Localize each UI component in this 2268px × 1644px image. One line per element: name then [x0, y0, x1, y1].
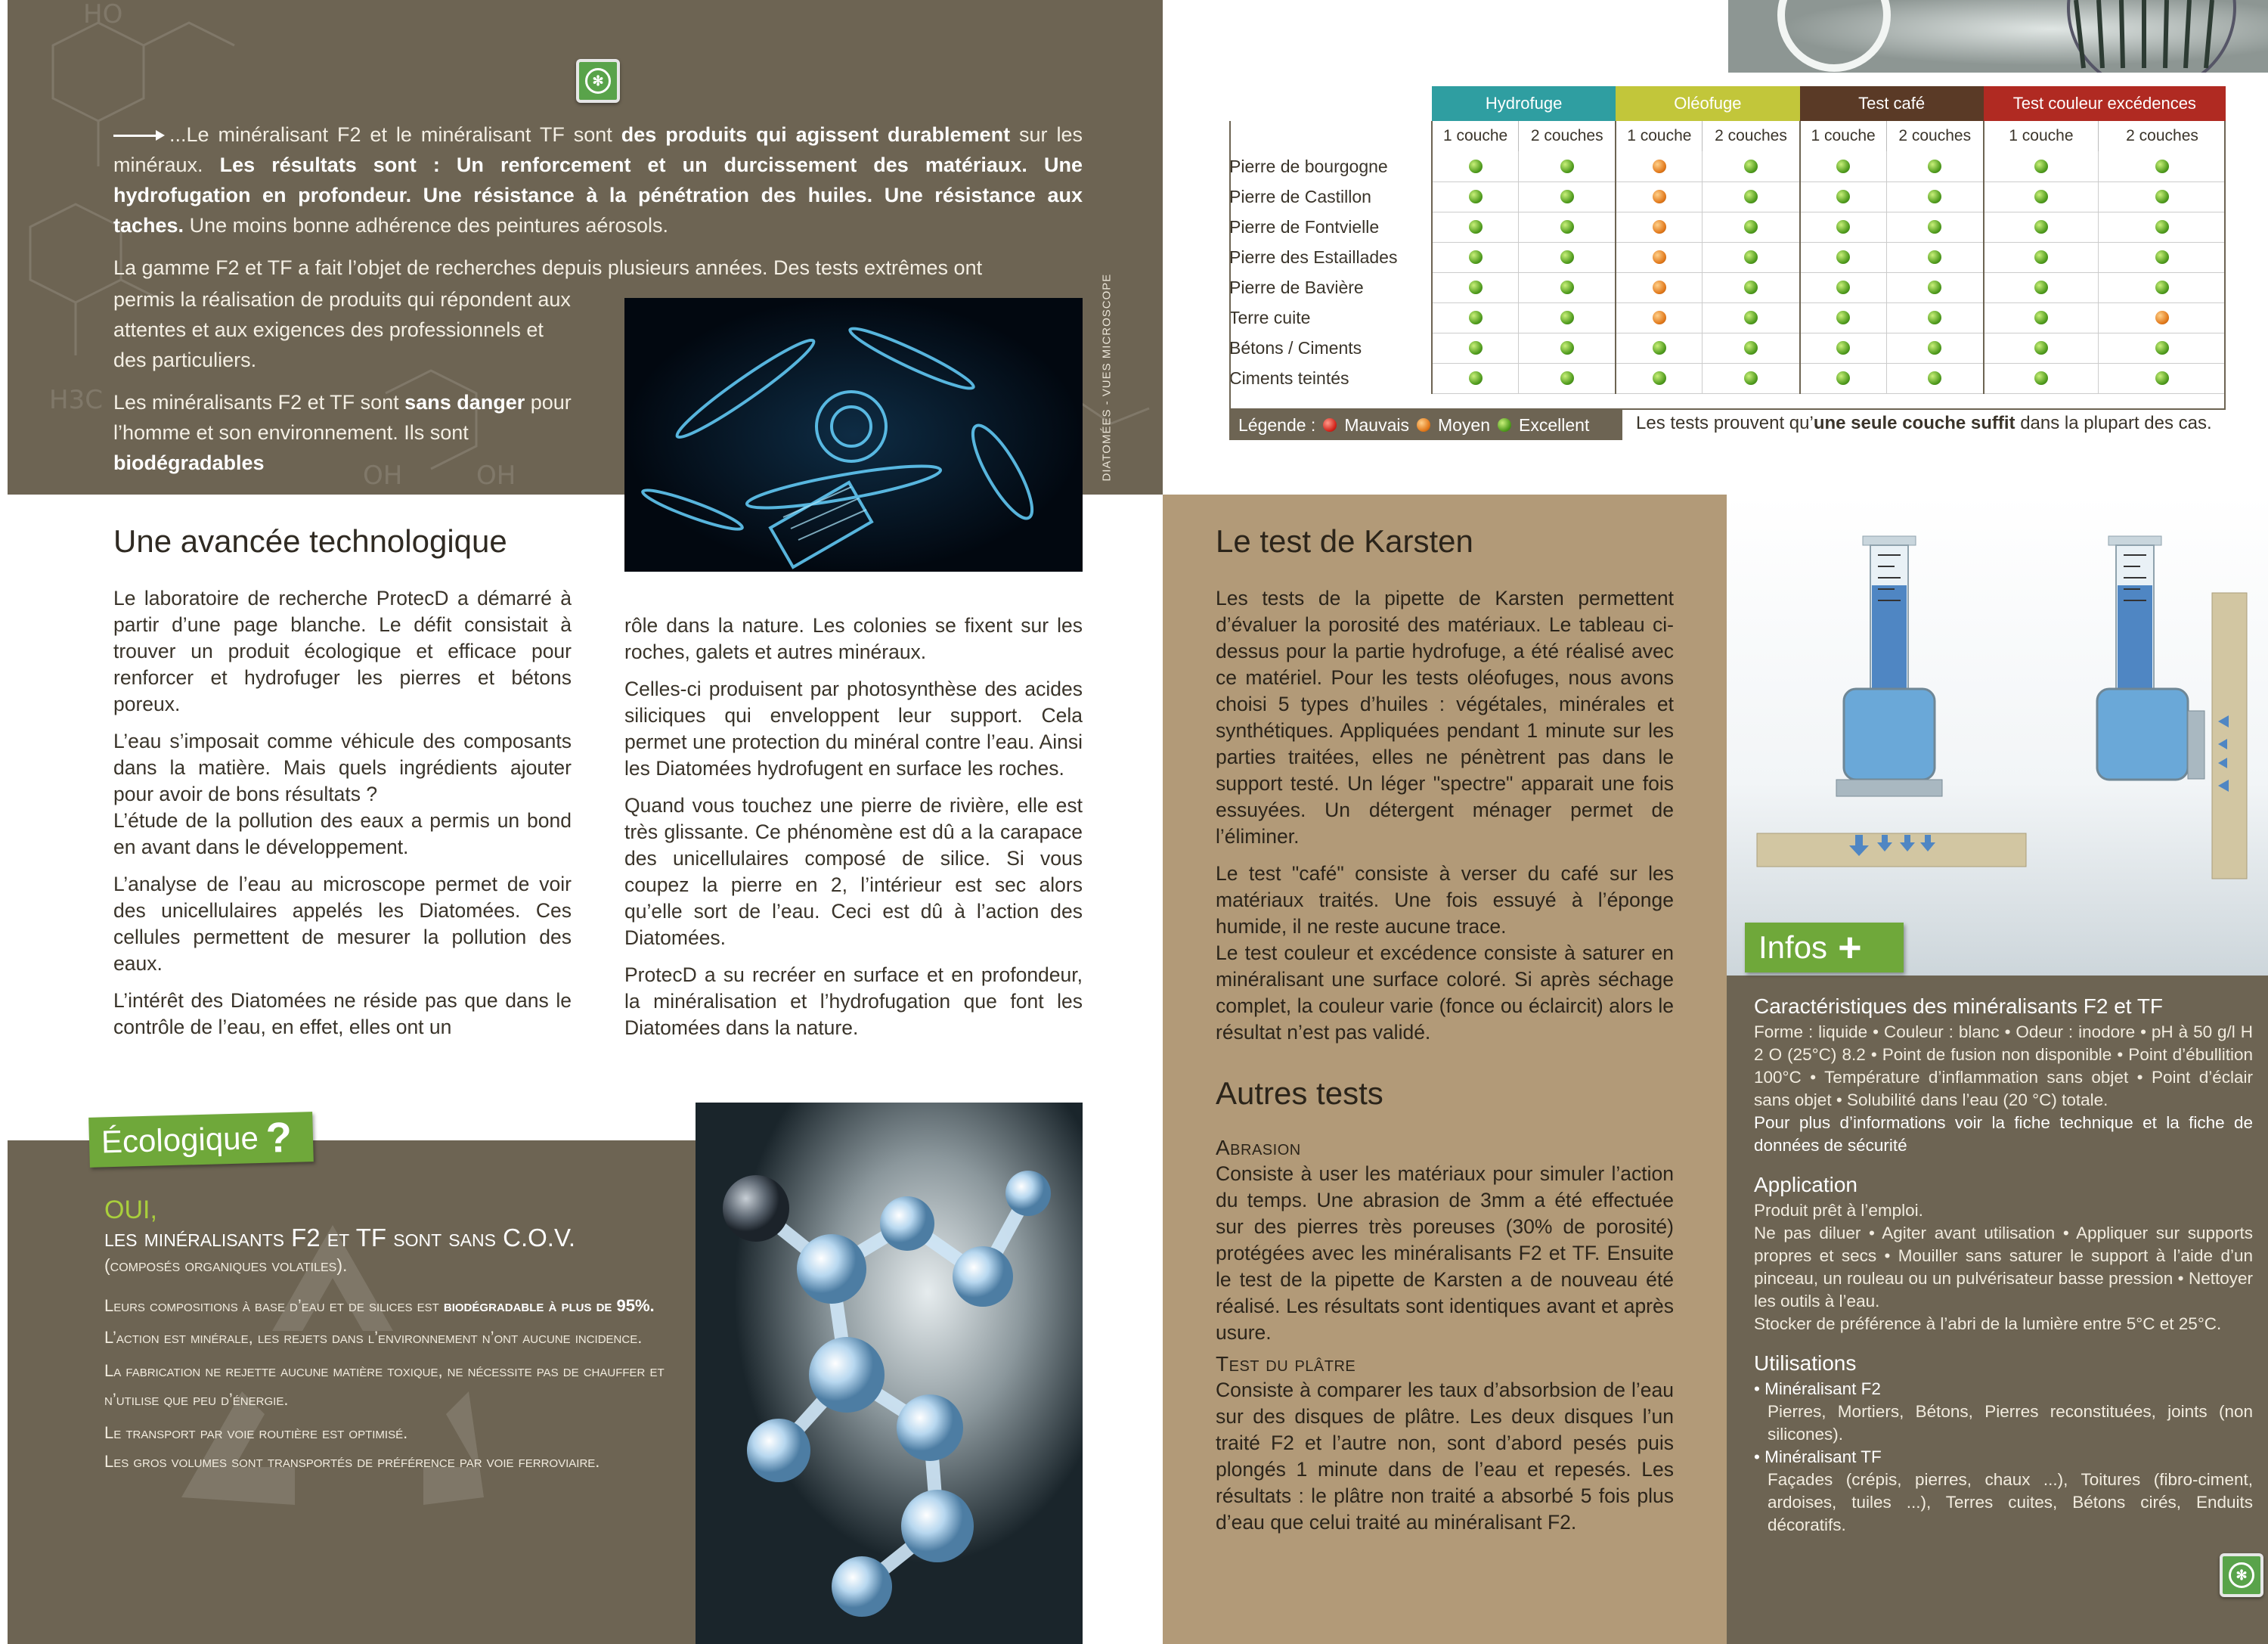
green-dot-icon: [1836, 341, 1850, 355]
green-dot-icon: [1653, 371, 1666, 385]
eco-p2: L’action est minérale, les rejets dans l’environnement n’ont aucune incidence.: [104, 1328, 643, 1347]
infos-application: [1754, 1174, 2253, 1335]
row-label: Pierre de Fontvielle: [1229, 216, 1380, 237]
result-cell: [1616, 333, 1703, 363]
infos-tag-label: Infos: [1758, 929, 1828, 965]
infos-carac-title: Caractéristiques des minéralisants F2 et TF: [1754, 994, 2164, 1018]
result-cell: [1616, 302, 1703, 333]
table-row: [1229, 212, 2226, 242]
table-row: [1229, 333, 2226, 363]
orange-dot-icon: [1653, 250, 1666, 264]
result-cell: [1519, 181, 1616, 212]
intro-text: [113, 119, 1083, 283]
result-cell: [1800, 212, 1887, 242]
infos-carac: [1754, 995, 2253, 1157]
result-cell: [1800, 242, 1887, 272]
green-dot-icon: [2155, 341, 2169, 355]
table-row: [1229, 363, 2226, 393]
green-dot-icon: [1560, 341, 1574, 355]
infos-utilisations: [1754, 1352, 2253, 1537]
category-header: Oléofuge: [1616, 86, 1799, 121]
result-cell: [1519, 242, 1616, 272]
eco-oui: OUI,: [104, 1196, 157, 1224]
result-cell: [1886, 333, 1984, 363]
intro-paragraph-2: La gamme F2 et TF a fait l’objet de recherches depuis plusieurs années. Des tests extrêmes ont: [113, 256, 983, 279]
abrasion-title: Abrasion: [1216, 1136, 1301, 1159]
result-cell: [1519, 363, 1616, 393]
result-cell: [2099, 151, 2226, 181]
result-cell: [1984, 212, 2099, 242]
karsten-p2: Le test "café" consiste à verser du café sur les matériaux traités. Une fois essuyé à l’éponge humide, il ne reste aucune trace.: [1216, 862, 1674, 938]
result-cell: [1800, 151, 1887, 181]
brand-logo-bottom: [2220, 1553, 2263, 1597]
eco-p4: Le transport par voie routière est optimisé.: [104, 1423, 408, 1442]
table-note: Les tests prouvent qu’une seule couche suffit dans la plupart des cas.: [1636, 413, 2212, 433]
green-dot-icon: [1744, 220, 1758, 234]
green-dot-icon: [1744, 281, 1758, 294]
result-cell: [2099, 181, 2226, 212]
orange-dot-icon: [1653, 190, 1666, 203]
green-dot-icon: [1836, 371, 1850, 385]
result-cell: [1432, 272, 1519, 302]
green-dot-icon: [1560, 281, 1574, 294]
row-label: Terre cuite: [1229, 307, 1311, 327]
brand-logo-mark: ✻: [585, 68, 611, 94]
result-cell: [1800, 333, 1887, 363]
avancee-title: Une avancée technologique: [113, 523, 507, 559]
green-dot-icon: [1469, 311, 1483, 324]
orange-dot-icon: [2155, 311, 2169, 324]
green-dot-icon: [2155, 281, 2169, 294]
green-dot-icon: [1928, 371, 1941, 385]
svg-text:H3C: H3C: [49, 385, 103, 415]
green-dot-icon: [1653, 341, 1666, 355]
green-dot-icon: [1469, 160, 1483, 173]
result-cell: [1432, 181, 1519, 212]
intro-paragraph-2-cont: permis la réalisation de produits qui répondent aux attentes et aux exigences des professionnels et des particuliers.: [113, 288, 571, 371]
result-cell: [1886, 151, 1984, 181]
green-dot-icon: [2155, 190, 2169, 203]
result-cell: [1616, 272, 1703, 302]
green-dot-icon: [1744, 341, 1758, 355]
green-dot-icon: [1469, 281, 1483, 294]
green-dot-icon: [1469, 220, 1483, 234]
table-row: [1229, 242, 2226, 272]
row-label: Ciments teintés: [1229, 368, 1349, 388]
table-row: [1229, 272, 2226, 302]
test-results-table: [1229, 86, 2226, 394]
karsten-p3: Le test couleur et excédence consiste à saturer en minéralisant une surface coloré. Si après séchage complet, la couleur varie (fonce ou éclaircit) alors le résultat n’est pas validé.: [1216, 941, 1674, 1044]
ecologique-tag-label: Écologique: [101, 1120, 259, 1160]
platre-text: Consiste à comparer les taux d’absorbsion de l’eau sur des disques de plâtre. Les deux disques l’un traité F2 et l’autre non, sont d’abord pesés puis plongés 1 minute dans de l’eau et repesés. Les résultats : le plâtre non traité a absorbé 5 fois plus d’eau que celui traité au minéralisant F2.: [1216, 1379, 1674, 1534]
orange-dot-icon: [1653, 311, 1666, 324]
sub-header-row: [1229, 121, 2226, 151]
result-cell: [1432, 151, 1519, 181]
category-header: Test café: [1800, 86, 1984, 121]
autres-tests-title: Autres tests: [1216, 1075, 1383, 1111]
infos-text: [1754, 995, 2253, 1553]
result-cell: [1519, 151, 1616, 181]
result-cell: [1616, 151, 1703, 181]
excellent-dot-icon: [1498, 418, 1511, 432]
eco-sub: (composés organiques volatiles).: [104, 1255, 348, 1275]
green-dot-icon: [2034, 220, 2048, 234]
karsten-text: [1216, 585, 1674, 1056]
green-dot-icon: [2034, 311, 2048, 324]
avancee-col2-p3: Quand vous touchez une pierre de rivière, elle est très glissante. Ce phénomène est dû a la carapace des unicellulaires composé de silice. Si vous coupez la pierre en 2, l’intérieur est sec alors qu’elle sort de l’eau. Ceci est dû à l’action des Diatomées.: [624, 794, 1083, 949]
result-cell: [1886, 363, 1984, 393]
avancee-col-1: [113, 585, 572, 1051]
result-cell: [1984, 302, 2099, 333]
result-cell: [1800, 272, 1887, 302]
orange-dot-icon: [1653, 160, 1666, 173]
diatom-closeup-image: [1728, 0, 2268, 73]
infos-app-title: Application: [1754, 1173, 1857, 1196]
result-cell: [1703, 333, 1800, 363]
green-dot-icon: [2034, 371, 2048, 385]
green-dot-icon: [1560, 311, 1574, 324]
green-dot-icon: [1836, 281, 1850, 294]
row-label: Pierre de Castillon: [1229, 186, 1371, 206]
ecologique-tag: [88, 1112, 314, 1168]
green-dot-icon: [2034, 160, 2048, 173]
util-f2-label: • Minéralisant F2: [1754, 1379, 1881, 1398]
avancee-col2-p4: ProtecD a su recréer en surface et en profondeur, la minéralisation et l’hydrofugation que font les Diatomées dans la nature.: [624, 963, 1083, 1039]
eco-headline: les minéralisants F2 et TF sont sans C.O.V.: [104, 1224, 576, 1252]
green-dot-icon: [1928, 160, 1941, 173]
result-cell: [2099, 212, 2226, 242]
result-cell: [2099, 242, 2226, 272]
table-row: [1229, 181, 2226, 212]
green-dot-icon: [1928, 250, 1941, 264]
infos-carac-text: Forme : liquide • Couleur : blanc • Odeur : inodore • pH à 50 g/l H 2 O (25°C) 8.2 • Point de fusion non disponible • Point d’ébullition 100°C • Température d’inflammation sans objet • Point d’éclair sans objet • Solubilité dans l’eau (20 °C) totale.: [1754, 1022, 2253, 1109]
green-dot-icon: [1560, 220, 1574, 234]
result-cell: [1703, 212, 1800, 242]
result-cell: [1616, 363, 1703, 393]
results-body: [1229, 151, 2226, 393]
orange-dot-icon: [1653, 281, 1666, 294]
green-dot-icon: [1744, 190, 1758, 203]
green-dot-icon: [1836, 311, 1850, 324]
result-cell: [1519, 212, 1616, 242]
sub-header: 2 couches: [1519, 121, 1616, 151]
avancee-col2-p2: Celles-ci produisent par photosynthèse des acides siliciques qui enveloppent leur support. Cela permet une protection du minéral contre l’eau. Ainsi les Diatomées hydrofugent en surface les roches.: [624, 678, 1083, 780]
brand-logo-mark: ✻: [2229, 1562, 2254, 1588]
result-cell: [1703, 242, 1800, 272]
result-cell: [1984, 242, 2099, 272]
green-dot-icon: [1928, 311, 1941, 324]
green-dot-icon: [1836, 190, 1850, 203]
infos-app-line-2: Ne pas diluer • Agiter avant utilisation • Appliquer sur supports propres et secs • Mouiller sans saturer le support à l’aide d’un pinceau, un rouleau ou un pulvérisateur basse pression • Nettoyer les outils à l’eau.: [1754, 1224, 2253, 1311]
result-cell: [1886, 302, 1984, 333]
legend-bar: [1229, 410, 1622, 440]
sub-header: 2 couches: [1703, 121, 1800, 151]
row-label: Bétons / Ciments: [1229, 337, 1362, 358]
green-dot-icon: [1744, 160, 1758, 173]
result-cell: [1519, 302, 1616, 333]
avancee-col1-p4: L’analyse de l’eau au microscope permet de voir des unicellulaires appelés les Diatomées. Ces cellules permettent de mesurer la pollution des eaux.: [113, 873, 572, 975]
sub-header: 2 couches: [2099, 121, 2226, 151]
plus-icon: +: [1838, 925, 1862, 970]
infos-tag: [1745, 923, 1904, 972]
svg-text:OH: OH: [363, 461, 403, 491]
green-dot-icon: [1469, 250, 1483, 264]
infos-app-line-1: Produit prêt à l’emploi.: [1754, 1201, 1923, 1220]
green-dot-icon: [1836, 220, 1850, 234]
legend-label: Légende :: [1238, 414, 1316, 435]
green-dot-icon: [1836, 250, 1850, 264]
green-dot-icon: [2034, 281, 2048, 294]
result-cell: [1432, 212, 1519, 242]
util-tf-text: Façades (crépis, pierres, chaux ...), Toitures (fibro-ciment, ardoises, tuiles ...), Terres cuites, Bétons cirés, Enduits décoratifs.: [1768, 1470, 2253, 1534]
abrasion-text: Consiste à user les matériaux pour simuler l’action du temps. Une abrasion de 3mm a été effectuée sur des pierres très poreuses (30% de porosité) protégées avec les minéralisants F2 et TF. Ensuite le test de la pipette de Karsten a de nouveau été réalisé. Les résultats sont identiques avant et après usure.: [1216, 1162, 1674, 1344]
sub-header: 2 couches: [1886, 121, 1984, 151]
green-dot-icon: [1560, 250, 1574, 264]
green-dot-icon: [1928, 281, 1941, 294]
green-dot-icon: [1744, 371, 1758, 385]
green-dot-icon: [1560, 190, 1574, 203]
sub-header: 1 couche: [1616, 121, 1703, 151]
result-cell: [1703, 272, 1800, 302]
result-cell: [1616, 212, 1703, 242]
green-dot-icon: [1744, 311, 1758, 324]
table-row: [1229, 151, 2226, 181]
result-cell: [2099, 363, 2226, 393]
arrow-icon: [113, 135, 162, 137]
avancee-col2-p1: rôle dans la nature. Les colonies se fixent sur les roches, galets et autres minéraux.: [624, 614, 1083, 663]
result-cell: [1432, 302, 1519, 333]
result-cell: [1984, 181, 2099, 212]
result-cell: [2099, 302, 2226, 333]
orange-dot-icon: [1653, 220, 1666, 234]
sub-header: 1 couche: [1800, 121, 1887, 151]
green-dot-icon: [2034, 341, 2048, 355]
microscope-caption: DIATOMÉES - VUES MICROSCOPE: [1100, 273, 1114, 482]
karsten-title: Le test de Karsten: [1216, 523, 1473, 559]
avancee-col1-p2: L’eau s’imposait comme véhicule des composants dans la matière. Mais quels ingrédients ajouter pour avoir de bons résultats ?: [113, 730, 572, 805]
result-cell: [1616, 181, 1703, 212]
avancee-col-2: [624, 613, 1083, 1052]
svg-text:HO: HO: [83, 0, 123, 29]
result-cell: [1703, 302, 1800, 333]
molecule-image: [696, 1103, 1083, 1644]
result-cell: [1703, 151, 1800, 181]
intro-paragraph-3: Les minéralisants F2 et TF sont sans danger pour l’homme et son environnement. Ils sont biodégradables: [113, 391, 572, 474]
result-cell: [1984, 333, 2099, 363]
result-cell: [1616, 242, 1703, 272]
karsten-p1: Les tests de la pipette de Karsten permettent d’évaluer la porosité des matériaux. Le tableau ci-dessus pour la partie hydrofuge, a été réalisé avec ce matériel. Pour les tests oléofuges, nous avons choisi 5 types d’huiles : végétales, minérales et synthétiques. Appliquées pendant 1 minute sur les parties traitées, elles ne pénètrent pas dans le support testé. Un léger "spectre" apparait une fois essuyées. Un détergent ménager permet de l’éliminer.: [1216, 587, 1674, 848]
green-dot-icon: [1744, 250, 1758, 264]
infos-carac-more: Pour plus d’informations voir la fiche technique et la fiche de données de sécurité: [1754, 1113, 2253, 1155]
sub-header: 1 couche: [1984, 121, 2099, 151]
result-cell: [1519, 333, 1616, 363]
sub-header: 1 couche: [1432, 121, 1519, 151]
category-header: Hydrofuge: [1432, 86, 1616, 121]
question-icon: ?: [265, 1112, 293, 1162]
result-cell: [1703, 363, 1800, 393]
green-dot-icon: [1836, 160, 1850, 173]
intro-paragraph-1: ...Le minéralisant F2 et le minéralisant TF sont des produits qui agissent durablement sur les minéraux. Les résultats sont : Un renforcement et un durcissement des matériaux. Une hydrofugation en profondeur. Une résistance à la pénétration des huiles. Une résistance aux taches. Une moins bonne adhérence des peintures aérosols.: [113, 123, 1083, 237]
green-dot-icon: [2155, 160, 2169, 173]
result-cell: [1432, 363, 1519, 393]
green-dot-icon: [2155, 371, 2169, 385]
avancee-col1-p1: Le laboratoire de recherche ProtecD a démarré à partir d’une page blanche. Le défit consistait à trouver un produit écologique et efficace pour renforcer et hydrofuger les pierres et bétons poreux.: [113, 587, 572, 715]
result-cell: [1432, 242, 1519, 272]
result-cell: [1432, 333, 1519, 363]
result-cell: [1984, 151, 2099, 181]
row-label: Pierre des Estaillades: [1229, 247, 1398, 267]
avancee-col1-p5: L’intérêt des Diatomées ne réside pas que dans le contrôle de l’eau, en effet, elles ont un: [113, 989, 572, 1038]
result-cell: [1984, 272, 2099, 302]
category-header-row: [1229, 86, 2226, 121]
green-dot-icon: [1469, 341, 1483, 355]
intro-wrap-text: [113, 284, 578, 478]
result-cell: [1886, 181, 1984, 212]
green-dot-icon: [2155, 220, 2169, 234]
result-cell: [1800, 363, 1887, 393]
result-cell: [1800, 181, 1887, 212]
row-label: Pierre de bourgogne: [1229, 156, 1388, 176]
result-cell: [1886, 242, 1984, 272]
results-grid: [1229, 86, 2226, 394]
green-dot-icon: [1928, 220, 1941, 234]
green-dot-icon: [1928, 341, 1941, 355]
green-dot-icon: [1560, 371, 1574, 385]
eco-text: [104, 1196, 670, 1476]
green-dot-icon: [2155, 250, 2169, 264]
green-dot-icon: [2034, 250, 2048, 264]
result-cell: [2099, 333, 2226, 363]
eco-p1: Leurs compositions à base d’eau et de silices est biodégradable à plus de 95%.: [104, 1296, 655, 1315]
util-tf-label: • Minéralisant TF: [1754, 1447, 1882, 1466]
result-cell: [1800, 302, 1887, 333]
legend-bad: Mauvais: [1344, 414, 1409, 435]
karsten-illustration: [1727, 495, 2268, 976]
green-dot-icon: [1560, 160, 1574, 173]
green-dot-icon: [1928, 190, 1941, 203]
green-dot-icon: [1469, 190, 1483, 203]
infos-app-line-3: Stocker de préférence à l’abri de la lumière entre 5°C et 25°C.: [1754, 1314, 2222, 1333]
bad-dot-icon: [1323, 418, 1337, 432]
avancee-col1-p3: L’étude de la pollution des eaux a permis un bond en avant dans le développement.: [113, 809, 572, 858]
result-cell: [1519, 272, 1616, 302]
autres-tests-text: [1216, 1134, 1674, 1546]
platre-title: Test du plâtre: [1216, 1352, 1356, 1376]
result-cell: [2099, 272, 2226, 302]
green-dot-icon: [2034, 190, 2048, 203]
legend-medium: Moyen: [1437, 414, 1491, 435]
brand-logo-top: [576, 59, 620, 103]
legend-excellent: Excellent: [1519, 414, 1590, 435]
result-cell: [1703, 181, 1800, 212]
green-dot-icon: [1469, 371, 1483, 385]
eco-p3: La fabrication ne rejette aucune matière toxique, ne nécessite pas de chauffer et n’utilise que peu d’énergie.: [104, 1361, 665, 1409]
result-cell: [1886, 212, 1984, 242]
util-f2-text: Pierres, Mortiers, Bétons, Pierres reconstituées, joints (non silicones).: [1768, 1402, 2253, 1444]
result-cell: [1984, 363, 2099, 393]
medium-dot-icon: [1417, 418, 1430, 432]
table-row: [1229, 302, 2226, 333]
category-header: Test couleur excédences: [1984, 86, 2226, 121]
diatoms-microscope-image: [624, 298, 1083, 572]
eco-p5: Les gros volumes sont transportés de préférence par voie ferroviaire.: [104, 1452, 600, 1471]
infos-util-title: Utilisations: [1754, 1351, 1857, 1375]
result-cell: [1886, 272, 1984, 302]
svg-text:OH: OH: [476, 461, 516, 491]
row-label: Pierre de Bavière: [1229, 277, 1364, 297]
